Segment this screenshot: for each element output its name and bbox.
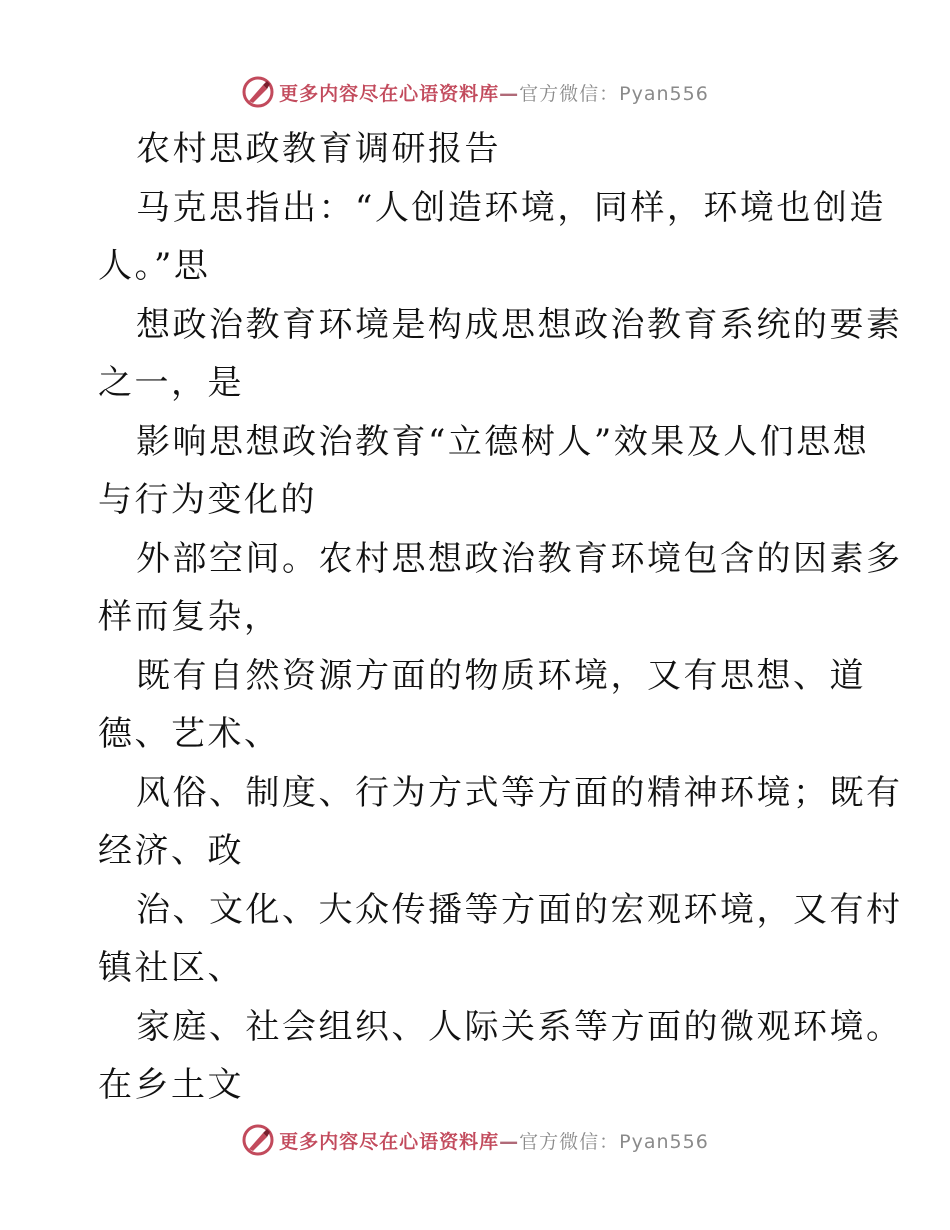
banner-separator: — — [499, 1130, 520, 1153]
paragraph-line: 马克思指出：“人创造环境，同样，环境也创造 — [136, 187, 886, 228]
paragraph-line: 外部空间。农村思想政治教育环境包含的因素多 — [136, 538, 903, 579]
pen-logo-icon — [241, 1123, 275, 1157]
banner-contact: 官方微信：Pyan556 — [519, 1130, 709, 1153]
footer-banner — [0, 1120, 950, 1160]
paragraph-line: 影响思想政治教育“立德树人”效果及人们思想 — [136, 421, 870, 462]
banner-text — [279, 79, 709, 106]
document-title: 农村思政教育调研报告 — [136, 129, 501, 169]
banner-contact: 官方微信：Pyan556 — [519, 82, 709, 105]
paragraph-line: 德、艺术、 — [98, 714, 281, 754]
paragraph-line: 之一，是 — [98, 363, 244, 403]
paragraph-line: 人。”思 — [98, 246, 211, 286]
paragraph-line: 治、文化、大众传播等方面的宏观环境，又有村 — [136, 889, 903, 930]
paragraph-line: 既有自然资源方面的物质环境，又有思想、道 — [136, 655, 866, 696]
pen-logo-icon — [241, 75, 275, 109]
banner-text — [279, 1127, 709, 1154]
paragraph-line: 镇社区、 — [98, 948, 244, 988]
paragraph-line: 想政治教育环境是构成思想政治教育系统的要素 — [136, 304, 903, 345]
paragraph-line: 风俗、制度、行为方式等方面的精神环境；既有 — [136, 772, 903, 813]
banner-brand: 更多内容尽在心语资料库 — [279, 1130, 500, 1153]
paragraph-line: 家庭、社会组织、人际关系等方面的微观环境。 — [136, 1006, 903, 1047]
document-body — [98, 120, 903, 1115]
paragraph-line: 在乡土文 — [98, 1065, 244, 1105]
paragraph-line: 样而复杂， — [98, 597, 281, 637]
paragraph-line: 与行为变化的 — [98, 480, 317, 520]
banner-separator: — — [499, 82, 520, 105]
paragraph-line: 经济、政 — [98, 831, 244, 871]
header-banner — [0, 72, 950, 112]
banner-brand: 更多内容尽在心语资料库 — [279, 82, 500, 105]
